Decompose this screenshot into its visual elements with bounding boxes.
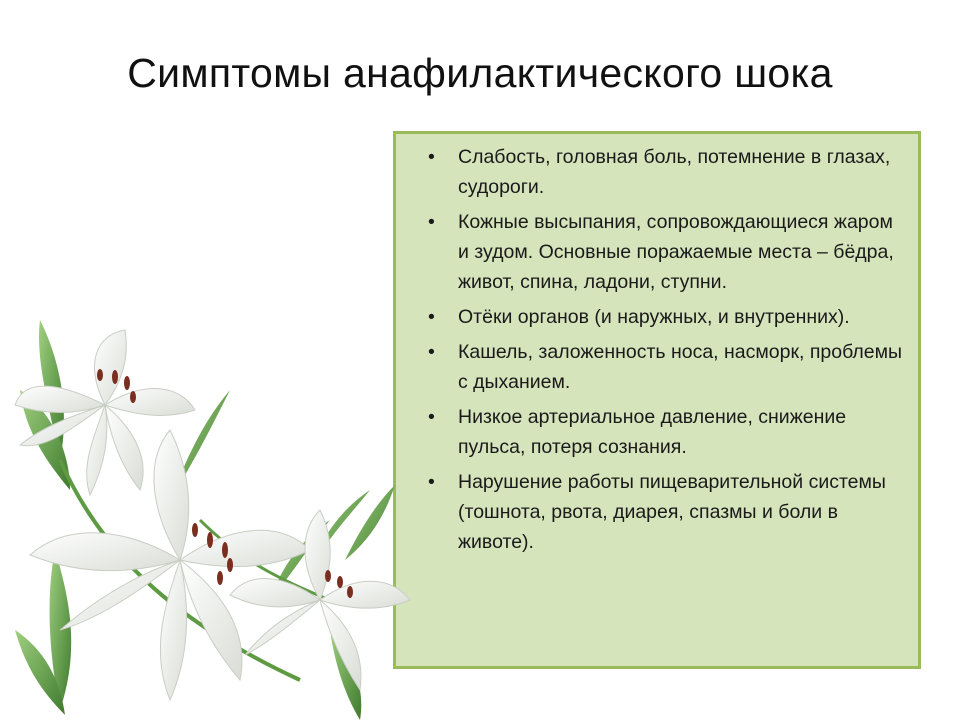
bullet-marker: • bbox=[428, 306, 435, 328]
slide-title: Симптомы анафилактического шока bbox=[127, 50, 833, 96]
bullet-marker: • bbox=[428, 406, 435, 428]
bullet-list bbox=[428, 142, 908, 562]
bullet-text: Кожные высыпания, сопровождающиеся жаром и зудом. Основные поражаемые места – бёдра, живот, спина, ладони, ступни. bbox=[458, 211, 894, 293]
lily-illustration bbox=[0, 300, 440, 720]
bullet-item bbox=[428, 337, 908, 397]
bullet-text: Отёки органов (и наружных, и внутренних). bbox=[458, 306, 850, 328]
bullet-text: Нарушение работы пищеварительной системы (тошнота, рвота, диарея, спазмы и боли в животе). bbox=[458, 471, 886, 553]
bullet-marker: • bbox=[428, 471, 435, 493]
bullet-item bbox=[428, 302, 908, 332]
bullet-item bbox=[428, 467, 908, 557]
leaves bbox=[15, 320, 395, 720]
bullet-text: Кашель, заложенность носа, насморк, проблемы с дыханием. bbox=[458, 341, 903, 393]
bullet-marker: • bbox=[428, 146, 435, 168]
bullet-text: Низкое артериальное давление, снижение пульса, потеря сознания. bbox=[458, 406, 847, 458]
bullet-item bbox=[428, 207, 908, 297]
bullet-marker: • bbox=[428, 211, 435, 233]
bullet-item bbox=[428, 142, 908, 202]
bullet-marker: • bbox=[428, 341, 435, 363]
content-box bbox=[393, 131, 921, 669]
bullet-text: Слабость, головная боль, потемнение в глазах, судороги. bbox=[458, 146, 891, 198]
lily-flower bbox=[30, 430, 310, 700]
bullet-item bbox=[428, 402, 908, 462]
